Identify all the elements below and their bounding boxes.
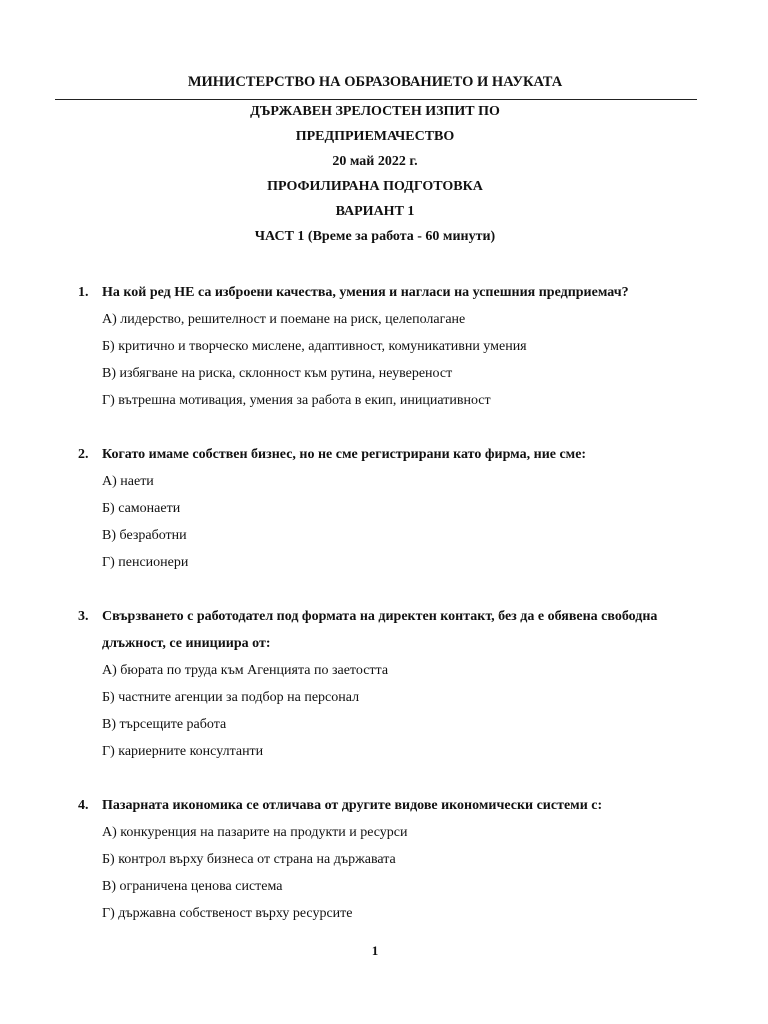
answer-option-b: Б) критично и творческо мислене, адаптивност, комуникативни умения bbox=[102, 339, 527, 354]
answer-option-a: А) наети bbox=[102, 474, 154, 489]
question-number: 4. bbox=[78, 798, 89, 813]
answer-option-v: В) ограничена ценова система bbox=[102, 879, 283, 894]
question-3 bbox=[0, 603, 768, 765]
question-text: На кой ред НЕ са изброени качества, умения и нагласи на успешния предприемач? bbox=[102, 285, 629, 300]
exam-date: 20 май 2022 г. bbox=[332, 154, 418, 169]
exam-header bbox=[0, 99, 750, 249]
answer-list bbox=[0, 657, 768, 765]
answer-list bbox=[0, 306, 768, 414]
question-number: 2. bbox=[78, 447, 89, 462]
answer-option-b: Б) контрол върху бизнеса от страна на държавата bbox=[102, 852, 396, 867]
exam-title: ДЪРЖАВЕН ЗРЕЛОСТЕН ИЗПИТ ПО bbox=[250, 104, 500, 119]
answer-option-g: Г) пенсионери bbox=[102, 555, 189, 570]
answer-option-a: А) лидерство, решителност и поемане на риск, целеполагане bbox=[102, 312, 466, 327]
answer-option-a: А) конкуренция на пазарите на продукти и ресурси bbox=[102, 825, 408, 840]
answer-option-g: Г) държавна собственост върху ресурсите bbox=[102, 906, 353, 921]
answer-option-g: Г) вътрешна мотивация, умения за работа в екип, инициативност bbox=[102, 393, 491, 408]
answer-option-b: Б) частните агенции за подбор на персонал bbox=[102, 690, 360, 705]
question-list bbox=[0, 279, 768, 954]
answer-list bbox=[0, 468, 768, 576]
question-number: 1. bbox=[78, 285, 89, 300]
ministry-heading: МИНИСТЕРСТВО НА ОБРАЗОВАНИЕТО И НАУКАТА bbox=[187, 74, 563, 90]
page-number: 1 bbox=[371, 943, 379, 958]
exam-subject: ПРЕДПРИЕМАЧЕСТВО bbox=[295, 129, 455, 144]
question-number: 3. bbox=[78, 609, 89, 624]
question-text: Когато имаме собствен бизнес, но не сме регистрирани като фирма, ние сме: bbox=[102, 447, 587, 462]
exam-part: ЧАСТ 1 (Време за работа - 60 минути) bbox=[254, 229, 496, 244]
answer-option-v: В) търсещите работа bbox=[102, 717, 227, 732]
answer-option-v: В) избягване на риска, склонност към рутина, неувереност bbox=[102, 366, 453, 381]
question-2 bbox=[0, 441, 768, 576]
answer-option-g: Г) кариерните консултанти bbox=[102, 744, 264, 759]
exam-variant: ВАРИАНТ 1 bbox=[335, 204, 415, 219]
answer-option-b: Б) самонаети bbox=[102, 501, 181, 516]
answer-list bbox=[0, 819, 768, 927]
answer-option-a: А) бюрата по труда към Агенцията по заетостта bbox=[102, 663, 389, 678]
answer-option-v: В) безработни bbox=[102, 528, 187, 543]
question-text: Пазарната икономика се отличава от другите видове икономически системи с: bbox=[102, 798, 603, 813]
exam-profile: ПРОФИЛИРАНА ПОДГОТОВКА bbox=[267, 179, 483, 194]
question-text: Свързването с работодател под формата на директен контакт, без да е обявена свободна длъжност, се инициира от: bbox=[102, 609, 658, 651]
question-4 bbox=[0, 792, 768, 927]
question-1 bbox=[0, 279, 768, 414]
